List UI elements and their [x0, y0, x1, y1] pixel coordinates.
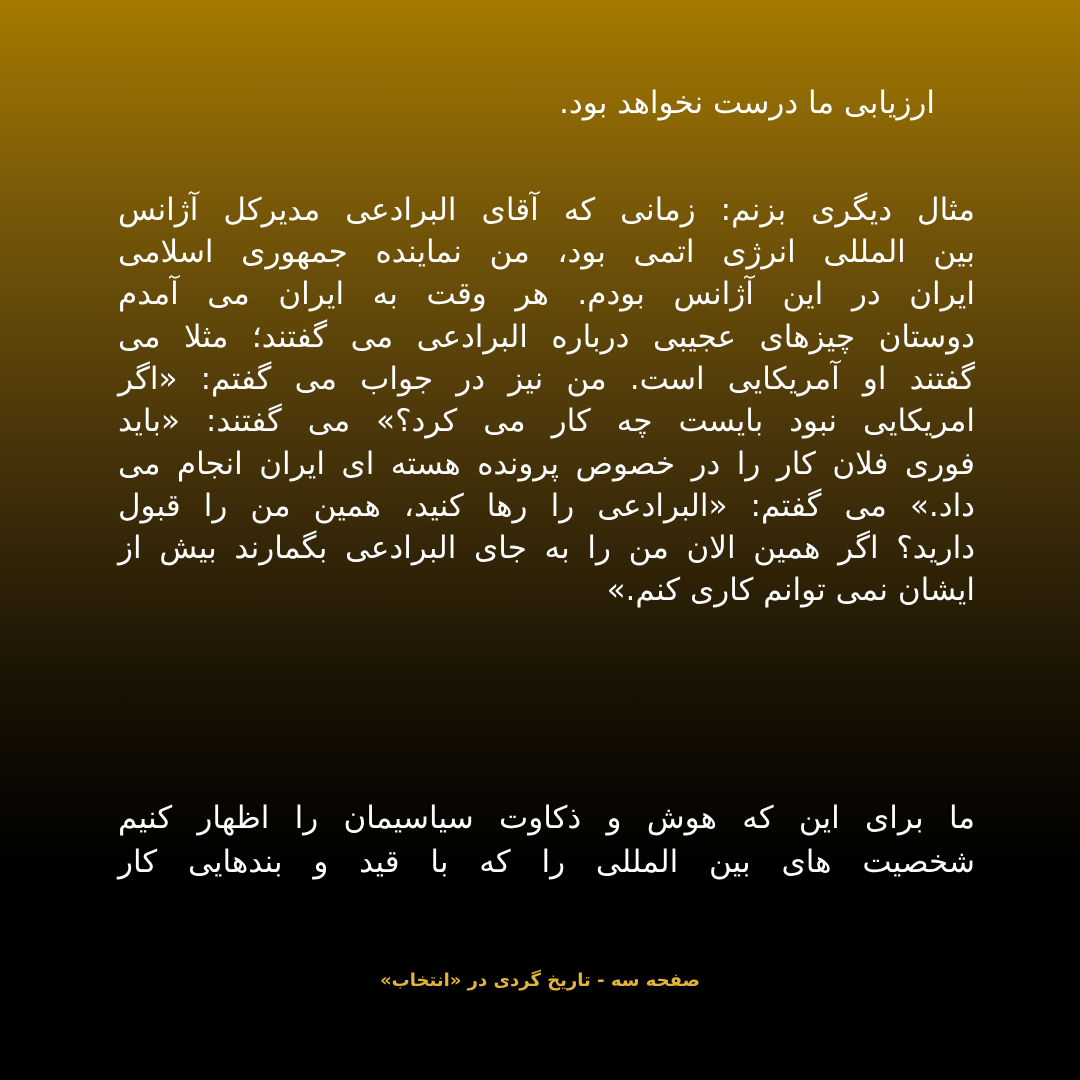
- paragraph-line: امریکایی نبود بایست چه کار می کرد؟» می گفتند: «باید: [118, 403, 975, 439]
- paragraph-line: دوستان چیزهای عجیبی درباره البرادعی می گفتند؛ مثلا می: [118, 319, 975, 355]
- paragraph-1-line: ارزیابی ما درست نخواهد بود.: [559, 85, 935, 121]
- paragraph-line: داد.» می گفتم: «البرادعی را رها کنید، همین من را قبول: [118, 488, 975, 524]
- footer-caption: صفحه سه - تاریخ گردی در «انتخاب»: [380, 970, 700, 991]
- paragraph-line: ایران در این آژانس بودم. هر وقت به ایران می آمدم: [118, 276, 975, 312]
- paragraph-line: ایشان نمی توانم کاری کنم.»: [606, 572, 975, 608]
- paragraph-line: گفتند او آمریکایی است. من نیز در جواب می گفتم: «اگر: [118, 361, 975, 397]
- paragraph-line: دارید؟ اگر همین الان من را به جای البرادعی بگمارند بیش از: [118, 530, 975, 566]
- paragraph-line: ما برای این که هوش و ذکاوت سیاسیمان را اظهار کنیم: [118, 800, 975, 836]
- paragraph-line: فوری فلان کار را در خصوص پرونده هسته ای ایران انجام می: [118, 446, 975, 482]
- paragraph-line: بین المللی انرژی اتمی بود، من نماینده جمهوری اسلامی: [118, 234, 975, 270]
- paragraph-line: شخصیت های بین المللی را که با قید و بندهایی کار: [118, 844, 975, 880]
- paragraph-line: مثال دیگری بزنم: زمانی که آقای البرادعی مدیرکل آژانس: [118, 192, 975, 228]
